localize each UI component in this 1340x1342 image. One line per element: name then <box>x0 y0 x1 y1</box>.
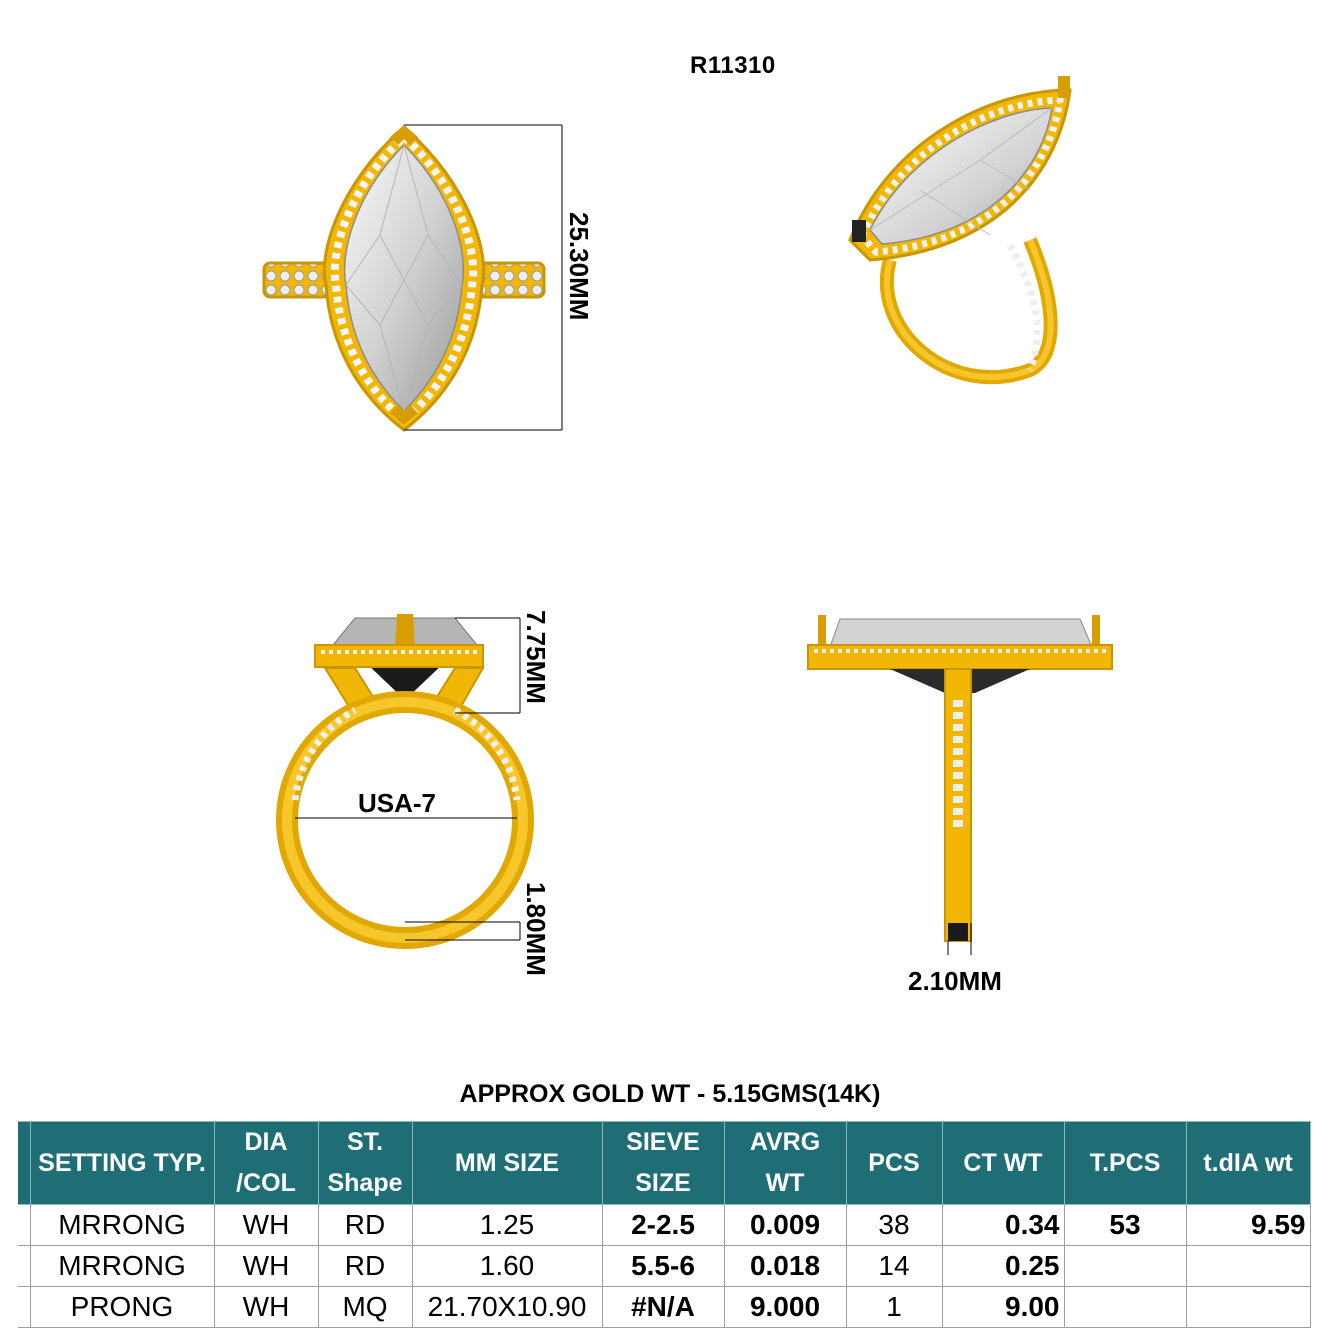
cell-setting-type: MRRONG <box>30 1205 214 1246</box>
cell-total-dia-wt: 9.59 <box>1186 1205 1310 1246</box>
cell-dia-col: WH <box>214 1246 318 1287</box>
cell-ct-wt: 9.00 <box>942 1287 1064 1328</box>
cell-stone-shape: RD <box>318 1205 412 1246</box>
cell-ct-wt: 0.34 <box>942 1205 1064 1246</box>
cell-mm-size: 21.70X10.90 <box>412 1287 602 1328</box>
header-avrg-line1: AVRG <box>749 1128 821 1156</box>
design-code: R11310 <box>690 52 776 79</box>
cell-ct-wt: 0.25 <box>942 1246 1064 1287</box>
height-dimension-label: 7.75MM <box>521 610 551 704</box>
cell-sieve-size: 5.5-6 <box>602 1246 724 1287</box>
cell-dia-col: WH <box>214 1205 318 1246</box>
ring-perspective-view <box>830 70 1090 400</box>
cell-sieve-size: #N/A <box>602 1287 724 1328</box>
cell-setting-type: MRRONG <box>30 1246 214 1287</box>
header-stone-shape <box>318 1122 412 1205</box>
header-stub <box>18 1122 30 1205</box>
cell-mm-size: 1.25 <box>412 1205 602 1246</box>
row-stub <box>18 1205 30 1246</box>
stone-spec-table <box>18 1121 1311 1328</box>
cell-total-pcs <box>1064 1246 1186 1287</box>
cell-setting-type: PRONG <box>30 1287 214 1328</box>
ring-size-label: USA-7 <box>358 788 437 818</box>
header-sieve-line2: SIZE <box>635 1169 691 1197</box>
header-ct-wt: CT WT <box>942 1122 1064 1205</box>
table-row <box>18 1246 1310 1287</box>
table-row <box>18 1287 1310 1328</box>
header-pcs: PCS <box>846 1122 942 1205</box>
header-shape-line1: ST. <box>346 1128 384 1156</box>
ring-side-view <box>800 605 1120 955</box>
header-dia-line1: DIA <box>244 1128 288 1156</box>
cell-pcs: 14 <box>846 1246 942 1287</box>
cell-total-dia-wt <box>1186 1287 1310 1328</box>
header-shape-line2: Shape <box>327 1169 403 1197</box>
header-sieve-size <box>602 1122 724 1205</box>
cell-pcs: 1 <box>846 1287 942 1328</box>
cell-avrg-wt: 0.009 <box>724 1205 846 1246</box>
header-dia-col <box>214 1122 318 1205</box>
header-setting-type: SETTING TYP. <box>30 1122 214 1205</box>
table-row <box>18 1205 1310 1246</box>
length-dimension-label: 25.30MM <box>564 212 594 321</box>
header-avrg-wt <box>724 1122 846 1205</box>
shank-thickness-label: 1.80MM <box>521 882 551 976</box>
row-stub <box>18 1287 30 1328</box>
cell-stone-shape: RD <box>318 1246 412 1287</box>
cell-avrg-wt: 9.000 <box>724 1287 846 1328</box>
header-total-pcs: T.PCS <box>1064 1122 1186 1205</box>
cell-total-pcs: 53 <box>1064 1205 1186 1246</box>
table-header-row <box>18 1122 1310 1205</box>
cell-avrg-wt: 0.018 <box>724 1246 846 1287</box>
cell-total-dia-wt <box>1186 1246 1310 1287</box>
header-mm-size: MM SIZE <box>412 1122 602 1205</box>
shank-width-label: 2.10MM <box>908 966 1002 996</box>
cell-mm-size: 1.60 <box>412 1246 602 1287</box>
header-dia-line2: /COL <box>236 1169 296 1197</box>
header-total-dia-wt: t.dIA wt <box>1186 1122 1310 1205</box>
header-avrg-line2: WT <box>765 1169 805 1197</box>
row-stub <box>18 1246 30 1287</box>
cell-dia-col: WH <box>214 1287 318 1328</box>
gold-weight-title: APPROX GOLD WT - 5.15GMS(14K) <box>459 1080 881 1108</box>
cell-total-pcs <box>1064 1287 1186 1328</box>
cell-sieve-size: 2-2.5 <box>602 1205 724 1246</box>
header-sieve-line1: SIEVE <box>626 1128 700 1156</box>
cell-pcs: 38 <box>846 1205 942 1246</box>
ring-front-view <box>255 600 555 950</box>
cell-stone-shape: MQ <box>318 1287 412 1328</box>
ring-top-view <box>250 115 600 445</box>
